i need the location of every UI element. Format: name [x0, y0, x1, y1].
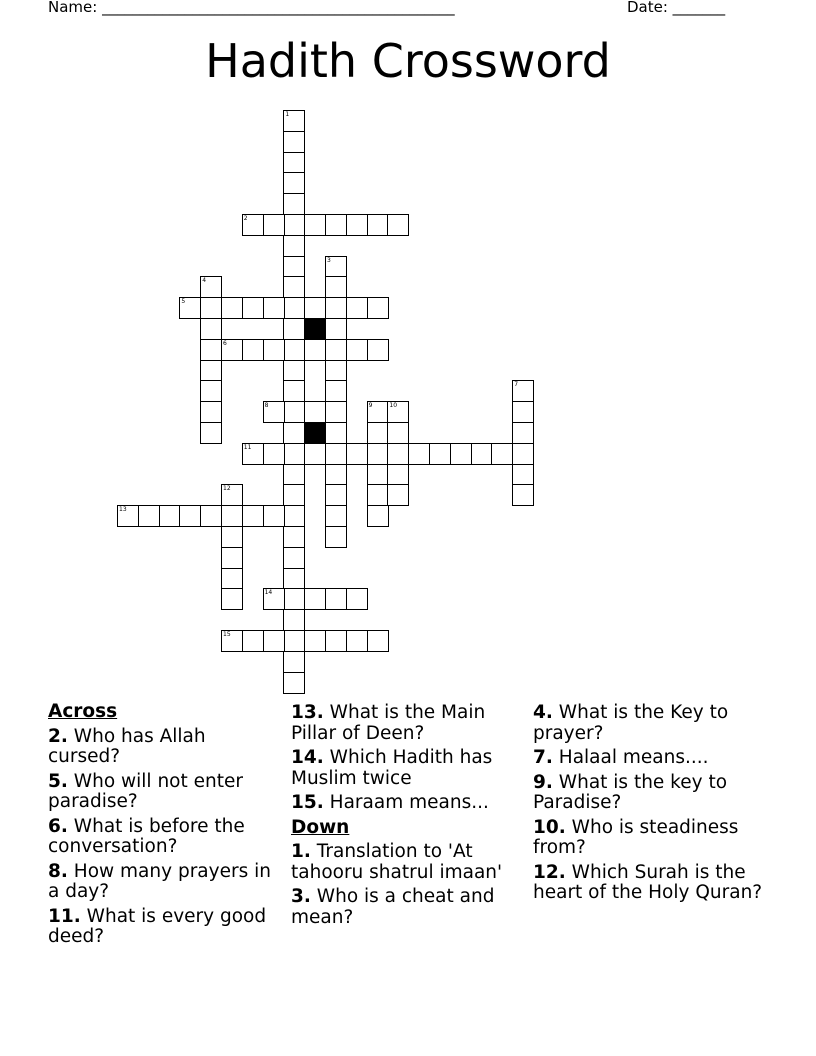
- clue-text: Who will not enter paradise?: [48, 770, 243, 812]
- grid-cell[interactable]: [304, 401, 326, 423]
- grid-cell[interactable]: [367, 214, 389, 236]
- grid-cell[interactable]: [325, 380, 347, 402]
- grid-cell[interactable]: [346, 339, 368, 361]
- grid-cell[interactable]: [221, 484, 243, 506]
- grid-cell[interactable]: [242, 443, 264, 465]
- grid-cell[interactable]: [200, 339, 222, 361]
- cell-number: 5: [181, 298, 186, 306]
- cell-number: 8: [264, 402, 269, 410]
- grid-cell[interactable]: [200, 276, 222, 298]
- grid-cell[interactable]: [283, 547, 305, 569]
- grid-cell[interactable]: [283, 339, 305, 361]
- grid-cell[interactable]: [283, 193, 305, 215]
- grid-cell[interactable]: [346, 297, 368, 319]
- grid-cell[interactable]: [325, 526, 347, 548]
- clue-number: 15.: [291, 792, 324, 813]
- clue-text: Who is steadiness from?: [533, 816, 739, 858]
- grid-cell[interactable]: [283, 131, 305, 153]
- grid-cell[interactable]: [325, 443, 347, 465]
- grid-cell[interactable]: [138, 505, 160, 527]
- grid-cell[interactable]: [387, 484, 409, 506]
- grid-cell[interactable]: [471, 443, 493, 465]
- grid-cell[interactable]: [263, 505, 285, 527]
- grid-cell[interactable]: [325, 339, 347, 361]
- grid-cell[interactable]: [242, 297, 264, 319]
- clue-number: 12.: [533, 861, 566, 883]
- grid-cell[interactable]: [283, 422, 305, 444]
- grid-cell[interactable]: [283, 464, 305, 486]
- grid-cell[interactable]: [512, 422, 534, 444]
- grid-cell[interactable]: [387, 443, 409, 465]
- clues-column-1: [48, 702, 280, 952]
- grid-cell[interactable]: [491, 443, 513, 465]
- clue-text: What is the key to Paradise?: [533, 771, 728, 813]
- clue-down-3: [291, 887, 523, 928]
- grid-cell[interactable]: [283, 172, 305, 194]
- grid-cell[interactable]: [283, 235, 305, 257]
- clue-number: 14.: [291, 747, 324, 768]
- clue-number: 4.: [533, 702, 553, 723]
- cell-number: 13: [119, 506, 127, 514]
- grid-cell[interactable]: [283, 401, 305, 423]
- cell-number: 9: [368, 402, 373, 410]
- grid-cell[interactable]: [200, 380, 222, 402]
- grid-cell[interactable]: [221, 547, 243, 569]
- clue-number: 1.: [291, 841, 311, 862]
- page-title: Hadith Crossword: [205, 34, 611, 88]
- clue-text: How many prayers in a day?: [48, 860, 271, 902]
- grid-cell[interactable]: [325, 401, 347, 423]
- cell-number: 3: [327, 256, 331, 264]
- clue-across-5: [48, 772, 280, 813]
- clue-number: 11.: [48, 905, 81, 927]
- grid-cell[interactable]: [367, 484, 389, 506]
- grid-cell[interactable]: [221, 568, 243, 590]
- grid-cell[interactable]: [283, 651, 305, 673]
- grid-cell[interactable]: [346, 588, 368, 610]
- grid-cell[interactable]: [325, 505, 347, 527]
- grid-cell[interactable]: [367, 464, 389, 486]
- clue-text: What is before the conversation?: [48, 815, 245, 857]
- grid-cell[interactable]: [283, 360, 305, 382]
- cell-number: 6: [223, 339, 227, 347]
- grid-cell[interactable]: [283, 380, 305, 402]
- grid-cell[interactable]: [346, 214, 368, 236]
- grid-cell[interactable]: [179, 297, 201, 319]
- grid-cell[interactable]: [367, 422, 389, 444]
- clue-across-11: [48, 907, 280, 948]
- grid-cell[interactable]: [367, 297, 389, 319]
- clue-text: Haraam means...: [329, 792, 489, 813]
- grid-cell[interactable]: [283, 568, 305, 590]
- grid-cell[interactable]: [512, 484, 534, 506]
- grid-cell[interactable]: [117, 505, 139, 527]
- clue-text: What is every good deed?: [48, 905, 267, 947]
- grid-cell[interactable]: [263, 630, 285, 652]
- grid-cell[interactable]: [429, 443, 451, 465]
- grid-cell[interactable]: [283, 672, 305, 694]
- grid-cell[interactable]: [283, 256, 305, 278]
- grid-cell[interactable]: [283, 276, 305, 298]
- clue-number: 3.: [291, 886, 311, 907]
- grid-cell[interactable]: [450, 443, 472, 465]
- grid-cell[interactable]: [367, 505, 389, 527]
- clue-across-2: [48, 727, 280, 768]
- clue-across-8: [48, 862, 280, 903]
- clue-across-13: [291, 703, 523, 744]
- grid-cell[interactable]: [367, 443, 389, 465]
- grid-cell[interactable]: [387, 464, 409, 486]
- clue-text: What is the Main Pillar of Deen?: [291, 702, 486, 744]
- grid-cell[interactable]: [242, 339, 264, 361]
- grid-cell[interactable]: [387, 214, 409, 236]
- grid-cell[interactable]: [283, 214, 305, 236]
- grid-cell[interactable]: [325, 276, 347, 298]
- cell-number: 7: [514, 381, 519, 389]
- grid-cell[interactable]: [304, 297, 326, 319]
- grid-cell[interactable]: [304, 630, 326, 652]
- grid-cell[interactable]: [367, 630, 389, 652]
- grid-cell[interactable]: [242, 630, 264, 652]
- grid-cell[interactable]: [325, 256, 347, 278]
- clue-text: Halaal means....: [558, 747, 709, 768]
- grid-cell[interactable]: [221, 339, 243, 361]
- clue-down-7: [533, 748, 769, 769]
- clue-across-15: [291, 793, 523, 814]
- grid-cell[interactable]: [263, 339, 285, 361]
- grid-cell[interactable]: [346, 630, 368, 652]
- clue-number: 5.: [48, 770, 68, 792]
- clue-number: 9.: [533, 771, 553, 793]
- grid-cell[interactable]: [304, 588, 326, 610]
- grid-cell[interactable]: [200, 318, 222, 340]
- clue-number: 13.: [291, 702, 324, 723]
- clue-text: Who has Allah cursed?: [48, 725, 206, 767]
- grid-cell[interactable]: [221, 505, 243, 527]
- grid-cell[interactable]: [387, 422, 409, 444]
- grid-cell[interactable]: [325, 588, 347, 610]
- grid-cell[interactable]: [325, 422, 347, 444]
- cell-number: 14: [264, 589, 273, 597]
- cell-number: 15: [223, 631, 231, 638]
- grid-cell[interactable]: [283, 318, 305, 340]
- grid-cell[interactable]: [283, 484, 305, 506]
- grid-cell[interactable]: [283, 526, 305, 548]
- clues-column-2: [291, 703, 523, 932]
- grid-cell[interactable]: [512, 380, 534, 402]
- across-heading: Across: [48, 701, 118, 722]
- grid-cell[interactable]: [263, 443, 285, 465]
- clue-number: 6.: [48, 815, 68, 837]
- grid-cell[interactable]: [200, 297, 222, 319]
- grid-cell[interactable]: [263, 297, 285, 319]
- date-line: Date: _______: [627, 0, 726, 16]
- cell-number: 4: [202, 277, 207, 285]
- grid-cell[interactable]: [367, 401, 389, 423]
- clues-column-3: [533, 703, 769, 908]
- grid-cell[interactable]: [325, 297, 347, 319]
- grid-cell[interactable]: [325, 484, 347, 506]
- clue-text: Who is a cheat and mean?: [291, 886, 495, 928]
- clue-across-14: [291, 748, 523, 789]
- clue-text: What is the Key to prayer?: [533, 702, 729, 744]
- grid-cell[interactable]: [200, 360, 222, 382]
- grid-cell[interactable]: [221, 297, 243, 319]
- grid-cell[interactable]: [283, 152, 305, 174]
- grid-cell[interactable]: [325, 630, 347, 652]
- clue-down-10: [533, 818, 769, 859]
- grid-cell[interactable]: [242, 214, 264, 236]
- clue-down-9: [533, 773, 769, 814]
- grid-cell[interactable]: [221, 588, 243, 610]
- grid-cell[interactable]: [263, 588, 285, 610]
- grid-black-cell: [304, 318, 326, 340]
- cell-number: 1: [285, 111, 290, 118]
- grid-cell[interactable]: [242, 505, 264, 527]
- clue-number: 8.: [48, 860, 68, 882]
- clue-text: Which Surah is the heart of the Holy Quran?: [533, 861, 763, 903]
- grid-cell[interactable]: [304, 443, 326, 465]
- grid-cell[interactable]: [200, 422, 222, 444]
- cell-number: 11: [243, 443, 252, 451]
- clue-down-12: [533, 863, 769, 904]
- grid-cell[interactable]: [283, 297, 305, 319]
- clue-down-4: [533, 703, 769, 744]
- grid-cell[interactable]: [325, 318, 347, 340]
- name-line: Name: _______________________________________________: [48, 0, 455, 16]
- grid-cell[interactable]: [221, 526, 243, 548]
- grid-cell[interactable]: [304, 214, 326, 236]
- clue-number: 10.: [533, 816, 566, 838]
- grid-cell[interactable]: [159, 505, 181, 527]
- grid-cell[interactable]: [512, 401, 534, 423]
- grid-cell[interactable]: [512, 464, 534, 486]
- clue-text: Translation to 'At tahooru shatrul imaan': [291, 841, 503, 883]
- grid-cell[interactable]: [325, 214, 347, 236]
- cell-number: 10: [389, 402, 398, 410]
- grid-cell[interactable]: [200, 401, 222, 423]
- grid-cell[interactable]: [283, 443, 305, 465]
- grid-cell[interactable]: [387, 401, 409, 423]
- clue-down-1: [291, 842, 523, 883]
- grid-cell[interactable]: [325, 464, 347, 486]
- grid-cell[interactable]: [283, 630, 305, 652]
- grid-cell[interactable]: [346, 443, 368, 465]
- grid-cell[interactable]: [283, 505, 305, 527]
- grid-cell[interactable]: [263, 401, 285, 423]
- grid-cell[interactable]: [221, 630, 243, 652]
- cell-number: 12: [223, 485, 231, 493]
- clue-number: 7.: [533, 747, 553, 768]
- grid-cell[interactable]: [367, 339, 389, 361]
- cell-number: 2: [243, 215, 248, 222]
- grid-cell[interactable]: [325, 360, 347, 382]
- clue-number: 2.: [48, 725, 68, 747]
- grid-cell[interactable]: [283, 110, 305, 132]
- clue-across-6: [48, 817, 280, 858]
- grid-cell[interactable]: [408, 443, 430, 465]
- down-heading: Down: [291, 816, 350, 838]
- grid-cell[interactable]: [512, 443, 534, 465]
- grid-cell[interactable]: [283, 609, 305, 631]
- grid-cell[interactable]: [179, 505, 201, 527]
- clue-text: Which Hadith has Muslim twice: [291, 747, 493, 789]
- grid-cell[interactable]: [283, 588, 305, 610]
- grid-cell[interactable]: [304, 339, 326, 361]
- grid-black-cell: [304, 422, 326, 444]
- grid-cell[interactable]: [263, 214, 285, 236]
- grid-cell[interactable]: [200, 505, 222, 527]
